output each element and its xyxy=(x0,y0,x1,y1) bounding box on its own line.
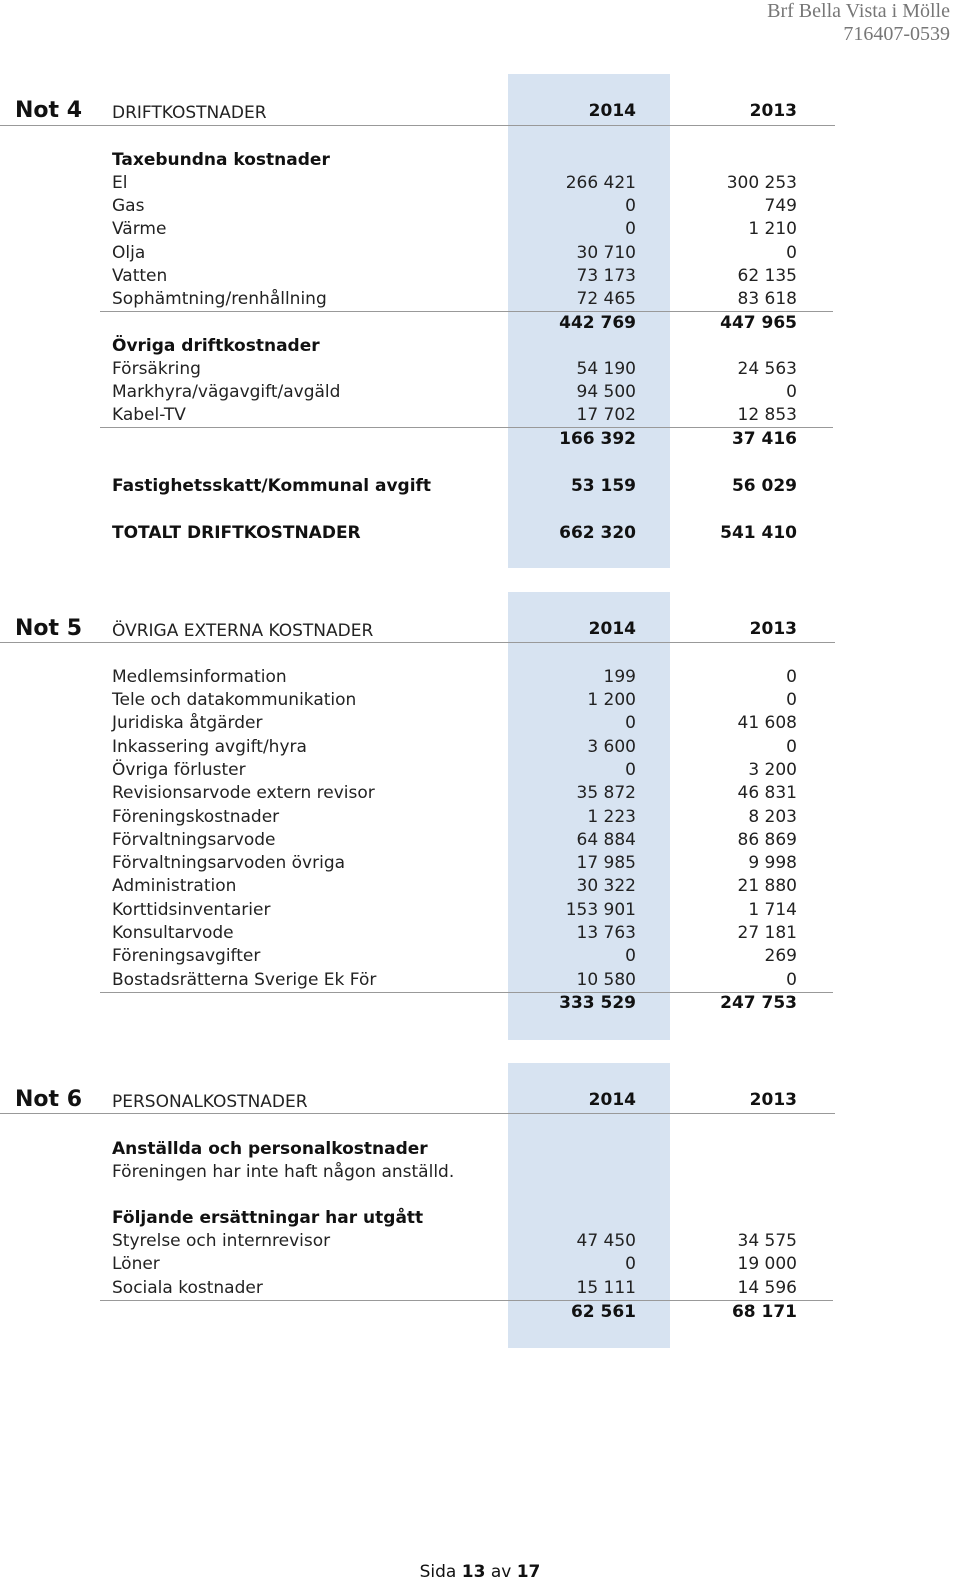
page-number: 13 xyxy=(461,1562,486,1582)
table-row: Administration 30 322 21 880 xyxy=(112,876,797,896)
year-2014-header: 2014 xyxy=(588,619,636,639)
page-total: 17 xyxy=(516,1562,541,1582)
header-divider xyxy=(0,1113,835,1114)
table-row: Styrelse och internrevisor 47 450 34 575 xyxy=(112,1231,797,1251)
year-2014-header: 2014 xyxy=(588,101,636,121)
table-row: Sociala kostnader 15 111 14 596 xyxy=(112,1278,797,1298)
document-header xyxy=(767,0,950,46)
table-row: Löner 0 19 000 xyxy=(112,1254,797,1274)
subtotal-divider xyxy=(100,1300,833,1301)
section-heading: Taxebundna kostnader xyxy=(112,150,330,170)
table-row: Juridiska åtgärder 0 41 608 xyxy=(112,713,797,733)
table-row: Inkassering avgift/hyra 3 600 0 xyxy=(112,737,797,757)
section-heading: Övriga driftkostnader xyxy=(112,336,320,356)
year-2013-header: 2013 xyxy=(749,619,797,639)
subtotal-row: 62 561 68 171 xyxy=(570,1302,797,1322)
property-tax-row: Fastighetsskatt/Kommunal avgift 53 159 56 029 xyxy=(112,476,797,496)
org-number: 716407-0539 xyxy=(843,23,950,45)
note-number: Not 6 xyxy=(15,1087,83,1112)
page-footer xyxy=(0,1562,960,1582)
year-2013-header: 2013 xyxy=(749,1090,797,1110)
table-row: Kabel-TV 17 702 12 853 xyxy=(112,405,797,425)
section-heading: Följande ersättningar har utgått xyxy=(112,1208,424,1228)
table-row: Gas 0 749 xyxy=(112,196,797,216)
org-name: Brf Bella Vista i Mölle xyxy=(767,0,950,22)
table-row: Tele och datakommunikation 1 200 0 xyxy=(112,690,797,710)
note-title: PERSONALKOSTNADER xyxy=(112,1092,308,1112)
subtotal-row: 442 769 447 965 xyxy=(559,313,797,333)
total-row: TOTALT DRIFTKOSTNADER 662 320 541 410 xyxy=(112,523,797,543)
table-row: Sophämtning/renhållning 72 465 83 618 xyxy=(112,289,797,309)
note-number: Not 4 xyxy=(15,98,83,123)
note-header xyxy=(0,1063,835,1117)
note-title: DRIFTKOSTNADER xyxy=(112,103,267,123)
table-row: Konsultarvode 13 763 27 181 xyxy=(112,923,797,943)
year-2013-header: 2013 xyxy=(749,101,797,121)
table-row: Revisionsarvode extern revisor 35 872 46 831 xyxy=(112,783,797,803)
table-row: Medlemsinformation 199 0 xyxy=(112,667,797,687)
table-row: Försäkring 54 190 24 563 xyxy=(112,359,797,379)
table-row: Föreningsavgifter 0 269 xyxy=(112,946,797,966)
table-row: Förvaltningsarvode 64 884 86 869 xyxy=(112,830,797,850)
note-title: ÖVRIGA EXTERNA KOSTNADER xyxy=(112,621,374,641)
section-text: Föreningen har inte haft någon anställd. xyxy=(112,1162,455,1182)
table-row: Bostadsrätterna Sverige Ek För 10 580 0 xyxy=(112,970,797,990)
note-header xyxy=(0,74,835,128)
subtotal-divider xyxy=(100,427,833,428)
page-of: av xyxy=(490,1562,512,1582)
subtotal-row: 333 529 247 753 xyxy=(559,993,797,1013)
table-row: El 266 421 300 253 xyxy=(112,173,797,193)
table-row: Olja 30 710 0 xyxy=(112,243,797,263)
table-row: Värme 0 1 210 xyxy=(112,219,797,239)
subtotal-divider xyxy=(100,311,833,312)
table-row: Vatten 73 173 62 135 xyxy=(112,266,797,286)
table-row: Föreningskostnader 1 223 8 203 xyxy=(112,807,797,827)
table-row: Övriga förluster 0 3 200 xyxy=(112,760,797,780)
page-label: Sida xyxy=(419,1562,457,1582)
table-row: Markhyra/vägavgift/avgäld 94 500 0 xyxy=(112,382,797,402)
note-number: Not 5 xyxy=(15,616,83,641)
header-divider xyxy=(0,125,835,126)
year-2014-header: 2014 xyxy=(588,1090,636,1110)
table-row: Korttidsinventarier 153 901 1 714 xyxy=(112,900,797,920)
section-heading: Anställda och personalkostnader xyxy=(112,1139,428,1159)
table-row: Förvaltningsarvoden övriga 17 985 9 998 xyxy=(112,853,797,873)
note-header xyxy=(0,592,835,646)
subtotal-row: 166 392 37 416 xyxy=(559,429,797,449)
header-divider xyxy=(0,642,835,643)
